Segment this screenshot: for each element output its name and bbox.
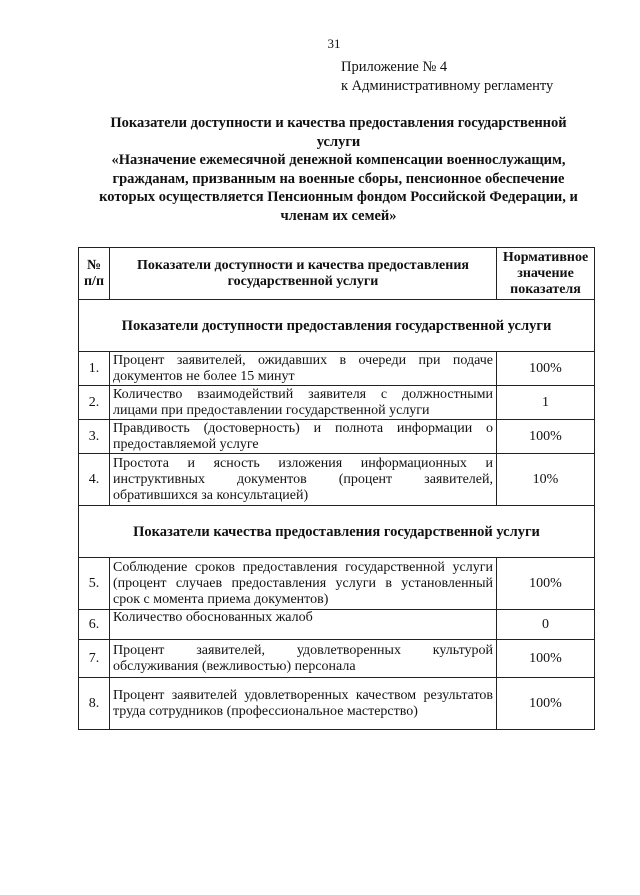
header-text: значение bbox=[517, 265, 574, 281]
row-indicator: Процент заявителей, ожидавших в очереди при подаче документов не более 15 минут bbox=[110, 352, 497, 386]
header-text: Показатели доступности и качества предоставления bbox=[137, 257, 469, 273]
row-number: 2. bbox=[79, 386, 110, 420]
row-number: 8. bbox=[79, 678, 110, 730]
title-line: которых осуществляется Пенсионным фондом Российской Федерации, и bbox=[99, 189, 578, 205]
row-number: 7. bbox=[79, 640, 110, 678]
row-norm-value: 100% bbox=[497, 640, 595, 678]
section-heading-quality: Показатели качества предоставления государственной услуги bbox=[79, 506, 595, 558]
title-line: членам их семей» bbox=[280, 207, 397, 224]
row-number: 5. bbox=[79, 558, 110, 610]
row-number: 3. bbox=[79, 420, 110, 454]
row-norm-value: 100% bbox=[497, 558, 595, 610]
section-row bbox=[79, 506, 595, 558]
section-heading-accessibility: Показатели доступности предоставления государственной услуги bbox=[79, 300, 595, 352]
table-row bbox=[79, 558, 595, 610]
row-indicator: Процент заявителей, удовлетворенных культурой обслуживания (вежливостью) персонала bbox=[110, 640, 497, 678]
title-line: Показатели доступности и качества предоставления государственной bbox=[110, 115, 567, 131]
header-text: № bbox=[86, 257, 102, 273]
table-row bbox=[79, 610, 595, 640]
indicators-table bbox=[78, 247, 595, 730]
page-number: 31 bbox=[327, 36, 341, 51]
title-line: услуги bbox=[316, 133, 361, 150]
row-number: 1. bbox=[79, 352, 110, 386]
table-row bbox=[79, 640, 595, 678]
row-norm-value: 100% bbox=[497, 352, 595, 386]
table-row bbox=[79, 352, 595, 386]
table-row bbox=[79, 678, 595, 730]
row-norm-value: 100% bbox=[497, 420, 595, 454]
table-header-row bbox=[79, 248, 595, 300]
row-indicator: Процент заявителей удовлетворенных качеством результатов труда сотрудников (профессиональное мастерство) bbox=[110, 678, 497, 730]
row-number: 4. bbox=[79, 454, 110, 506]
header-text: показателя bbox=[510, 281, 581, 297]
header-text: п/п bbox=[83, 273, 105, 289]
document-title bbox=[95, 114, 582, 225]
row-norm-value: 1 bbox=[497, 386, 595, 420]
appendix-number: Приложение № 4 bbox=[341, 59, 448, 75]
row-indicator: Соблюдение сроков предоставления государственной услуги (процент случаев предоставления услуги в установленный срок с момента приема документов) bbox=[110, 558, 497, 610]
appendix-reference bbox=[341, 58, 553, 96]
row-norm-value: 0 bbox=[497, 610, 595, 640]
appendix-regulation: к Административному регламенту bbox=[341, 78, 554, 94]
table-row bbox=[79, 386, 595, 420]
row-indicator: Правдивость (достоверность) и полнота информации о предоставляемой услуге bbox=[110, 420, 497, 454]
header-text: Нормативное bbox=[502, 249, 589, 265]
row-norm-value: 100% bbox=[497, 678, 595, 730]
title-line: гражданам, призванным на военные сборы, пенсионное обеспечение bbox=[112, 170, 565, 187]
row-indicator: Количество взаимодействий заявителя с должностными лицами при предоставлении государственной услуги bbox=[110, 386, 497, 420]
row-number: 6. bbox=[79, 610, 110, 640]
table-row bbox=[79, 454, 595, 506]
row-indicator: Количество обоснованных жалоб bbox=[110, 610, 497, 640]
row-norm-value: 10% bbox=[497, 454, 595, 506]
section-row bbox=[79, 300, 595, 352]
header-indicator bbox=[110, 248, 497, 300]
title-line: «Назначение ежемесячной денежной компенсации военнослужащим, bbox=[111, 152, 566, 168]
header-norm-value bbox=[497, 248, 595, 300]
row-indicator: Простота и ясность изложения информационных и инструктивных документов (процент заявителей, обратившихся за консультацией) bbox=[110, 454, 497, 506]
header-number bbox=[79, 248, 110, 300]
header-text: государственной услуги bbox=[227, 273, 379, 289]
table-row bbox=[79, 420, 595, 454]
